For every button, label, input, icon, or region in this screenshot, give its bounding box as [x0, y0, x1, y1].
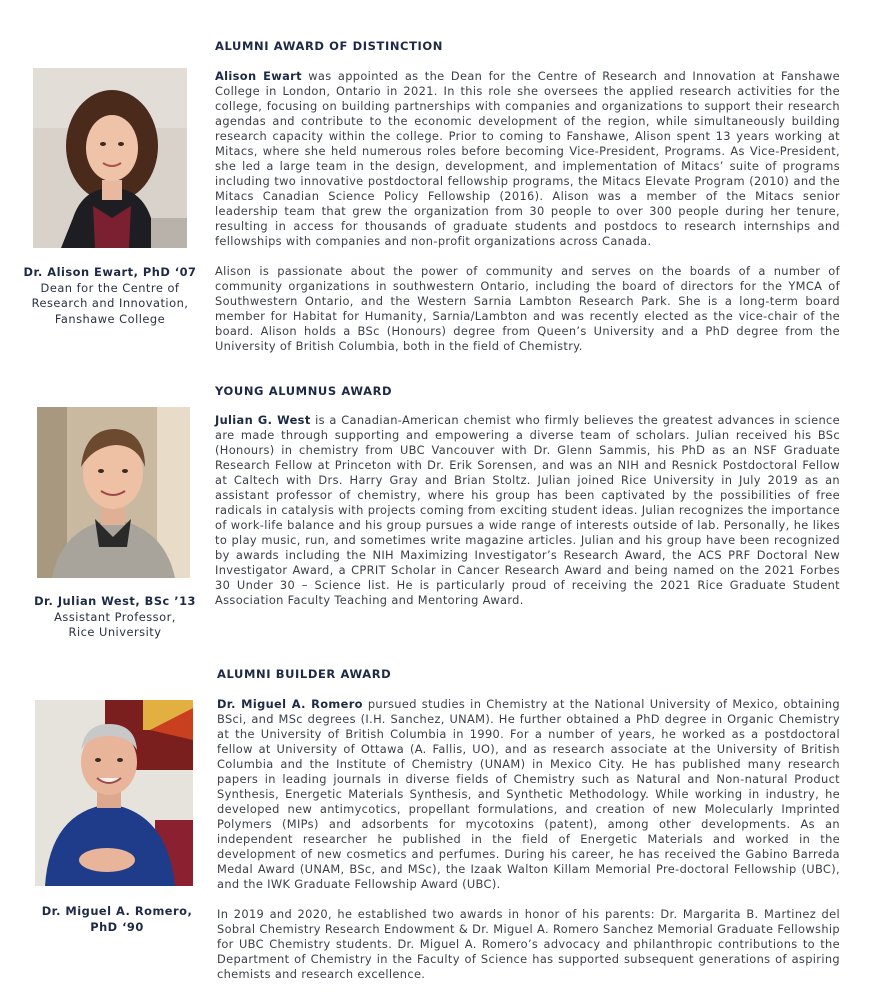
person-name: Dr. Alison Ewart, PhD ‘07: [23, 265, 197, 279]
bio-julian-west: [215, 413, 840, 608]
section-heading-distinction: ALUMNI AWARD OF DISTINCTION: [215, 39, 444, 53]
portrait-alison-ewart: [33, 68, 187, 248]
caption-miguel-romero: [30, 904, 204, 935]
bio-alison-ewart: [215, 69, 840, 354]
bio-text: was appointed as the Dean for the Centre of Research and Innovation at Fanshawe College in London, Ontario in 2021. In this role she oversees the applied research activities for the college, focusing on building partnerships with companies and organizations to support their research agendas and contribute to the economic development of the region, while simultaneously building research capacity within the college. Prior to coming to Fanshawe, Alison spent 13 years working at Mitacs, where she held numerous roles before becoming Vice-President, Programs. As Vice-President, she led a large team in the design, development, and implementation of Mitacs’ suite of programs including two innovative postdoctoral fellowship programs, the Mitacs Elevate Program (2010) and the Mitacs Canadian Science Policy Fellowship (2016). Alison was a member of the Mitacs senior leadership team that grew the organization from 30 people to over 300 people during her tenure, resulting in access for thousands of graduate students and postdocs to research internships and fellowships with companies and non-profit organizations across Canada.: [215, 69, 840, 248]
bio-text: pursued studies in Chemistry at the National University of Mexico, obtaining BSci, and MSc degrees (I.H. Sanchez, UNAM). He further obtained a PhD degree in Organic Chemistry at the University of British Columbia in 1990. For a number of years, he worked as a postdoctoral fellow at University of Ottawa (A. Fallis, UO), and as research associate at the University of British Columbia and the Institute of Chemistry (UNAM) in Mexico City. He has published many research papers in leading journals in diverse fields of Chemistry such as Natural and Non-natural Product Synthesis, Energetic Materials Synthesis, and Synthetic Methodology. While working in industry, he developed new antimycotics, propellant formulations, and creation of new Molecularly Imprinted Polymers (MIPs) and adsorbents for mycotoxins (patent), among other developments. As an independent researcher he published in the field of Energetic Materials and worked in the development of new cosmetics and perfumes. During his career, he has received the Gabino Barreda Medal Award (UNAM, BSc, and MSc), the Izaak Walton Killam Memorial Pre-doctoral Fellowship (UBC), and the IWK Graduate Fellowship Award (UBC).: [217, 697, 840, 891]
caption-line: Fanshawe College: [54, 311, 166, 326]
lead-name: Dr. Miguel A. Romero: [217, 697, 363, 711]
caption-alison-ewart: [20, 265, 200, 327]
caption-line: Rice University: [68, 625, 162, 639]
bio-text: is a Canadian-American chemist who firmly believes the greatest advances in science are made through supporting and empowering a diverse team of scholars. Julian received his BSc (Honours) in chemistry from UBC Vancouver with Dr. Glenn Sammis, his PhD as an NSF Graduate Research Fellow at Princeton with Dr. Erik Sorensen, and was an NIH and Resnick Postdoctoral Fellow at Caltech with Drs. Harry Gray and Brian Stoltz. Julian joined Rice University in July 2019 as an assistant professor of chemistry, where his group has been captivated by the possibilities of free radicals in catalysis with projects coming from exciting student ideas. Julian recognizes the importance of work-life balance and his group pursues a wide range of interests outside of lab. Personally, he likes to play music, run, and sometimes write magazine articles. Julian and his group have been recognized by awards including the NIH Maximizing Investigator’s Research Award, the ACS PRF Doctoral New Investigator Award, a CPRIT Scholar in Cancer Research Award and being named on the 2021 Forbes 30 Under 30 – Science list. He is particularly proud of receiving the 2021 Rice Graduate Student Association Faculty Teaching and Mentoring Award.: [215, 413, 840, 607]
bio-paragraph: [217, 697, 840, 892]
person-degree: PhD ‘90: [90, 919, 144, 934]
portrait-miguel-romero: [35, 700, 193, 886]
caption-julian-west: [20, 594, 210, 641]
lead-name: Julian G. West: [215, 413, 311, 427]
bio-paragraph: In 2019 and 2020, he established two awards in honor of his parents: Dr. Margarita B. Martinez del Sobral Chemistry Research Endowment & Dr. Miguel A. Romero Sanchez Memorial Graduate Fellowship for UBC Chemistry students. Dr. Miguel A. Romero’s advocacy and philanthropic contributions to the Department of Chemistry in the Faculty of Science has supported subsequent generations of aspiring chemists and research excellence.: [217, 907, 840, 981]
bio-paragraph: [215, 413, 840, 608]
person-name: Dr. Julian West, BSc ’13: [34, 594, 196, 608]
lead-name: Alison Ewart: [215, 69, 302, 83]
section-heading-young-alumnus: YOUNG ALUMNUS AWARD: [215, 384, 393, 398]
bio-miguel-romero: [217, 697, 840, 982]
caption-line: Research and Innovation,: [31, 296, 189, 310]
section-heading-builder: ALUMNI BUILDER AWARD: [217, 667, 392, 681]
bio-paragraph: Alison is passionate about the power of community and serves on the boards of a number of community organizations in southwestern Ontario, including the board of directors for the YMCA of Southwestern Ontario, and the Western Sarnia Lambton Research Park. She is a long-term board member for Habitat for Humanity, Sarnia/Lambton and was recently elected as the vice-chair of the board. Alison holds a BSc (Honours) degree from Queen’s University and a PhD degree from the University of British Columbia, both in the field of Chemistry.: [215, 264, 840, 353]
bio-paragraph: [215, 69, 840, 249]
person-name: Dr. Miguel A. Romero,: [41, 904, 193, 918]
caption-line: Dean for the Centre of: [40, 280, 180, 295]
caption-line: Assistant Professor,: [54, 609, 176, 624]
portrait-julian-west: [37, 407, 190, 578]
